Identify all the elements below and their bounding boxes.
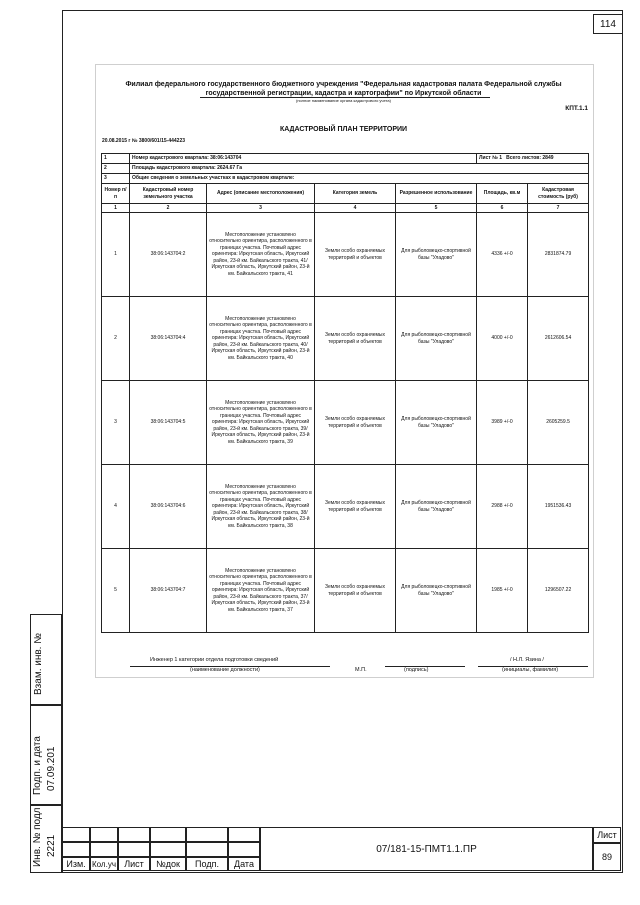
total-sheets: Всего листов: 2849: [506, 155, 554, 162]
tb-empty: [150, 842, 186, 857]
cadastral-number: 38:06:143704:4: [130, 297, 207, 381]
position-note: (наименование должности): [190, 667, 260, 673]
strip-inv-vzam: [30, 614, 62, 706]
tb-empty: [228, 842, 260, 857]
column-number: 7: [528, 204, 589, 213]
tb-sheet-label: Лист: [593, 827, 621, 843]
podp-date-value: 07.09.201: [46, 746, 57, 791]
inv-vzam-label: Взам. инв. №: [33, 633, 44, 695]
row-num: 5: [102, 549, 130, 633]
table-row: [102, 465, 589, 549]
info-num: 2: [102, 164, 130, 174]
inv-podl-label: Инв. № подл: [32, 807, 43, 867]
permitted-use: Для рыболовецко-спортивной базы "Уладово": [396, 297, 477, 381]
document-title: КАДАСТРОВЫЙ ПЛАН ТЕРРИТОРИИ: [279, 126, 408, 133]
podp-data-label: Подп. и дата: [32, 736, 43, 795]
tb-empty: [90, 827, 118, 842]
table-row: [102, 213, 589, 297]
column-header: Адрес (описание местоположения): [207, 184, 315, 204]
cadastral-number: 38:06:143704:5: [130, 381, 207, 465]
land-category: Земли особо охраняемых территорий и объектов: [315, 213, 396, 297]
signer-name: / Н.Л. Язина /: [510, 657, 544, 663]
signature-note: (подпись): [404, 667, 429, 673]
tb-label-ndok: №док: [150, 857, 186, 871]
column-number-row: [102, 204, 589, 213]
inv-podl-value: 2221: [46, 834, 57, 857]
address: Местоположение установлено относительно ориентира, расположенного в границах участка. Почтовый адрес ориентира: Иркутская область, Иркутский район, 23-й км. Байкальского тракта, 41/Иркутская область, Иркутский район, 23-й км. Байкальского тракта, 41: [207, 213, 315, 297]
column-number: 1: [102, 204, 130, 213]
land-category: Земли особо охраняемых территорий и объектов: [315, 297, 396, 381]
cadastral-number: 38:06:143704:7: [130, 549, 207, 633]
doc-code: 07/181-15-ПМТ1.1.ПР: [260, 827, 593, 871]
address: Местоположение установлено относительно ориентира, расположенного в границах участка. Почтовый адрес ориентира: Иркутская область, Иркутский район, 23-й км. Байкальского тракта, 37/Иркутская область, Иркутский район, 23-й км. Байкальского тракта, 37: [207, 549, 315, 633]
tb-empty: [150, 827, 186, 842]
cadastral-number: 38:06:143704:2: [130, 213, 207, 297]
name-note: (инициалы, фамилия): [502, 667, 559, 673]
table-row: [102, 381, 589, 465]
area: 1985 +/-0: [477, 549, 528, 633]
organization-name: Филиал федерального государственного бюджетного учреждения "Федеральная кадастровая палата Федеральной службы государственной регистрации, кадастра и картографии" по Иркутской области: [125, 81, 562, 97]
sheet-number: 114: [593, 14, 623, 34]
address: Местоположение установлено относительно ориентира, расположенного в границах участка. Почтовый адрес ориентира: Иркутская область, Иркутский район, 23-й км. Байкальского тракта, 39/Иркутская область, Иркутский район, 23-й км. Байкальского тракта, 39: [207, 381, 315, 465]
signer-position: Инженер 1 категории отдела подготовки сведений: [150, 657, 279, 663]
permitted-use: Для рыболовецко-спортивной базы "Уладово": [396, 381, 477, 465]
tb-empty: [118, 827, 150, 842]
tb-label-data: Дата: [228, 857, 260, 871]
column-header: Площадь, кв.м: [477, 184, 528, 204]
land-category: Земли особо охраняемых территорий и объектов: [315, 465, 396, 549]
tb-label-izm: Изм.: [62, 857, 90, 871]
tb-empty: [62, 827, 90, 842]
stamp-label: М.П.: [355, 667, 367, 673]
sheet-label: Лист № 1: [479, 155, 502, 162]
form-code: КПТ.1.1: [565, 105, 588, 112]
tb-label-kol-uch: Кол.уч: [90, 857, 118, 871]
column-number: 5: [396, 204, 477, 213]
tb-sheet-value: 89: [593, 843, 621, 871]
cadastral-table: [101, 153, 589, 633]
land-category: Земли особо охраняемых территорий и объектов: [315, 549, 396, 633]
permitted-use: Для рыболовецко-спортивной базы "Уладово": [396, 213, 477, 297]
info-num: 3: [102, 174, 130, 184]
column-header: Разрешенное использование: [396, 184, 477, 204]
tb-empty: [62, 842, 90, 857]
tb-label-podp: Подп.: [186, 857, 228, 871]
tb-empty: [186, 827, 228, 842]
general-info: Общие сведения о земельных участках в кадастровом квартале:: [130, 174, 589, 184]
column-number: 4: [315, 204, 396, 213]
row-num: 3: [102, 381, 130, 465]
column-header: Номер п/п: [102, 184, 130, 204]
tb-empty: [186, 842, 228, 857]
column-header: Кадастровый номер земельного участка: [130, 184, 207, 204]
address: Местоположение установлено относительно ориентира, расположенного в границах участка. Почтовый адрес ориентира: Иркутская область, Иркутский район, 23-й км. Байкальского тракта, 38/Иркутская область, Иркутский район, 23-й км. Байкальского тракта, 38: [207, 465, 315, 549]
area: 4336 +/-0: [477, 213, 528, 297]
info-row-area: [102, 164, 589, 174]
info-row-general: [102, 174, 589, 184]
row-num: 1: [102, 213, 130, 297]
column-header: Категория земель: [315, 184, 396, 204]
column-number: 6: [477, 204, 528, 213]
cadastral-cost: 2831874.79: [528, 213, 589, 297]
area: 3989 +/-0: [477, 381, 528, 465]
date-line: 20.08.2015 г № 3800/601/15-444223: [102, 138, 186, 144]
cadastral-number: 38:06:143704:6: [130, 465, 207, 549]
cadastral-cost: 2612606.54: [528, 297, 589, 381]
tb-empty: [90, 842, 118, 857]
strip-inv-podl: [30, 804, 62, 873]
table-row: [102, 297, 589, 381]
tb-label-list: Лист: [118, 857, 150, 871]
land-category: Земли особо охраняемых территорий и объектов: [315, 381, 396, 465]
permitted-use: Для рыболовецко-спортивной базы "Уладово": [396, 465, 477, 549]
area: 2988 +/-0: [477, 465, 528, 549]
column-number: 2: [130, 204, 207, 213]
cadastral-cost: 1296507.22: [528, 549, 589, 633]
column-header: Кадастровая стоимость (руб): [528, 184, 589, 204]
table-row: [102, 549, 589, 633]
cadastral-cost: 2605259.5: [528, 381, 589, 465]
sheet-info: [477, 154, 589, 164]
info-num: 1: [102, 154, 130, 164]
row-num: 2: [102, 297, 130, 381]
strip-podp-data: [30, 704, 62, 806]
info-row-quarter: [102, 154, 589, 164]
permitted-use: Для рыболовецко-спортивной базы "Уладово": [396, 549, 477, 633]
address: Местоположение установлено относительно ориентира, расположенного в границах участка. Почтовый адрес ориентира: Иркутская область, Иркутский район, 23-й км. Байкальского тракта, 40/Иркутская область, Иркутский район, 23-й км. Байкальского тракта, 40: [207, 297, 315, 381]
tb-empty: [118, 842, 150, 857]
tb-empty: [228, 827, 260, 842]
cadastral-cost: 1951536.43: [528, 465, 589, 549]
quarter-number: Номер кадастрового квартала: 38:06:143704: [130, 154, 477, 164]
header-row: [102, 184, 589, 204]
org-note: (полное наименование органа кадастрового учета): [296, 98, 391, 103]
row-num: 4: [102, 465, 130, 549]
quarter-area: Площадь кадастрового квартала: 2624.67 Га: [130, 164, 589, 174]
area: 4000 +/-0: [477, 297, 528, 381]
column-number: 3: [207, 204, 315, 213]
